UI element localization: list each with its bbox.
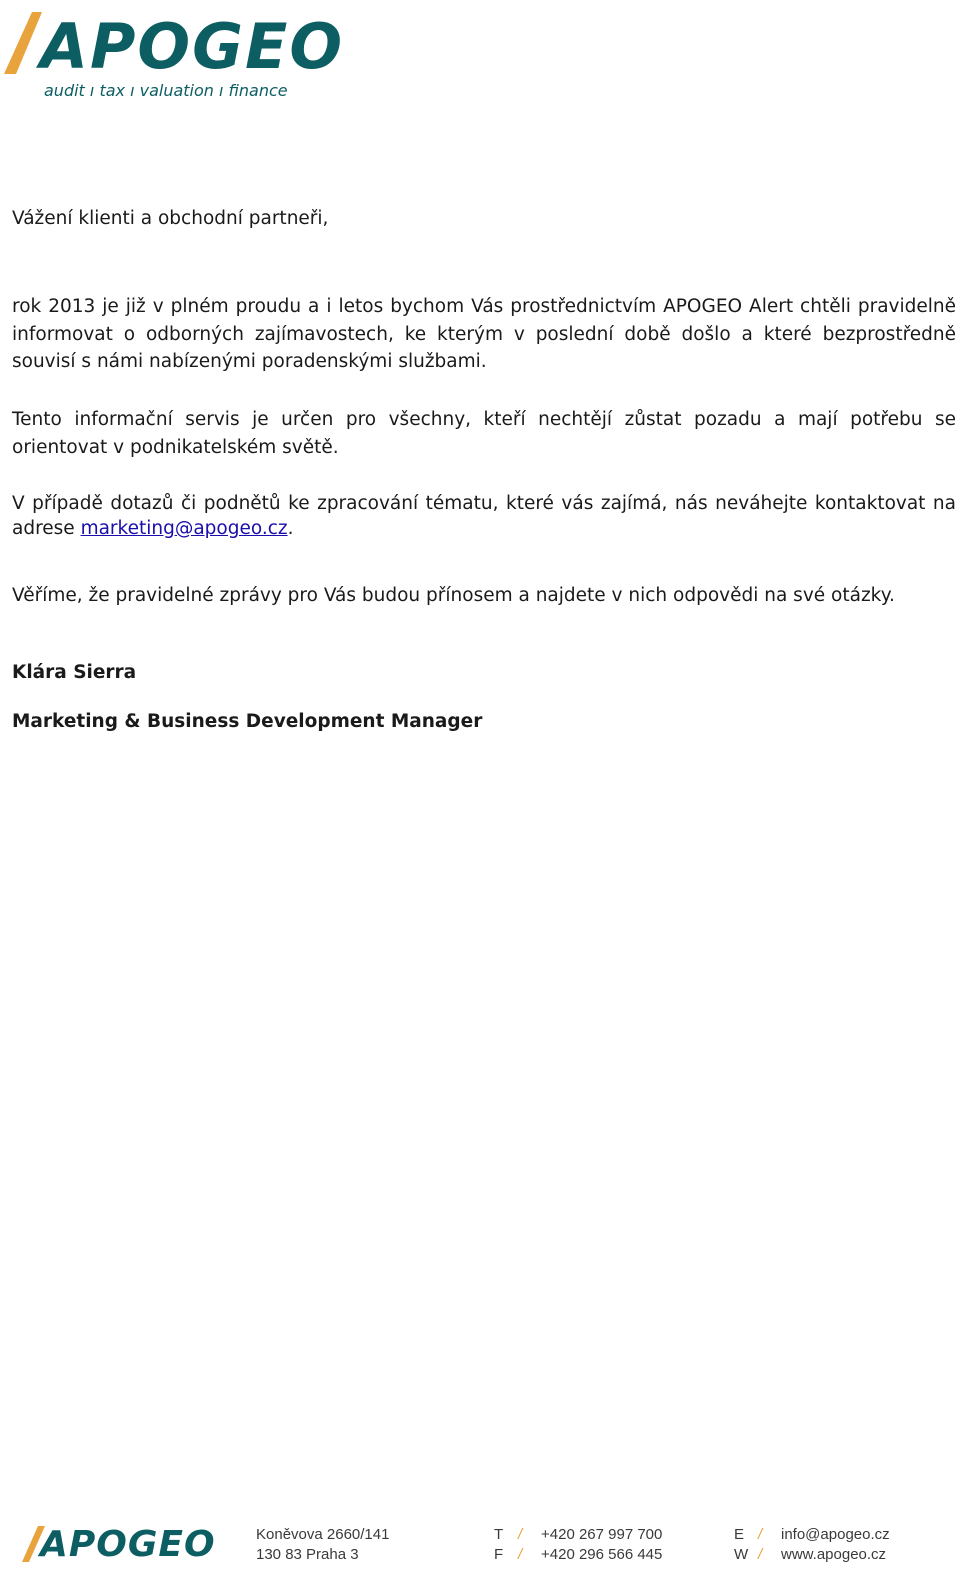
fax-label: F (494, 1546, 504, 1563)
apogeo-logo (4, 10, 345, 102)
marketing-email-link[interactable]: marketing@apogeo.cz (80, 518, 288, 539)
email-label: E (734, 1526, 745, 1543)
footer-address (256, 1525, 389, 1565)
phone-number: +420 267 997 700 (541, 1526, 663, 1543)
footer-email: info@apogeo.cz (781, 1526, 890, 1543)
phone-separator: / (518, 1526, 523, 1543)
footer-phone-separators (518, 1525, 522, 1565)
email-separator: / (758, 1526, 763, 1543)
address-street: Koněvova 2660/141 (256, 1526, 390, 1543)
fax-number: +420 296 566 445 (541, 1546, 663, 1563)
web-label: W (734, 1546, 749, 1563)
paragraph-contact-end: . (287, 518, 294, 539)
footer-website: www.apogeo.cz (781, 1546, 887, 1563)
salutation: Vážení klienti a obchodní partneři, (12, 208, 329, 229)
logo-tagline: audit ı tax ı valuation ı finance (44, 81, 288, 100)
footer-web-contacts (781, 1525, 890, 1565)
logo-slash-mark (4, 12, 44, 82)
address-city: 130 83 Praha 3 (256, 1546, 359, 1563)
footer-logo-wordmark: APOGEO (40, 1524, 216, 1565)
paragraph-intro: rok 2013 je již v plném proudu a i letos bychom Vás prostřednictvím APOGEO Alert chtěli pravidelně informovat o odborných zajímavostech, ke kterým v poslední době došlo a které bezprostředně souvisí s námi nabízenými poradenskými službami. (12, 296, 956, 372)
footer-web-separators (758, 1525, 762, 1565)
signature-title: Marketing & Business Development Manager (12, 711, 483, 732)
footer-phones (541, 1525, 662, 1565)
paragraph-service: Tento informační servis je určen pro všechny, kteří nechtějí zůstat pozadu a mají potřebu se orientovat v podnikatelském světě. (12, 409, 956, 458)
web-separator: / (758, 1546, 763, 1563)
footer-web-labels (734, 1525, 748, 1565)
signature-name: Klára Sierra (12, 662, 137, 683)
paragraph-closing: Věříme, že pravidelné zprávy pro Vás budou přínosem a najdete v nich odpovědi na své otázky. (12, 585, 895, 606)
paragraph-contact-text: V případě dotazů či podnětů ke zpracování tématu, které vás zajímá, nás neváhejte kontaktovat na adrese (12, 493, 956, 539)
phone-label: T (494, 1526, 504, 1543)
fax-separator: / (518, 1546, 523, 1563)
footer-phone-labels (494, 1525, 503, 1565)
footer-logo (22, 1524, 216, 1568)
paragraph-contact (12, 491, 956, 541)
logo-wordmark: APOGEO (40, 10, 345, 83)
